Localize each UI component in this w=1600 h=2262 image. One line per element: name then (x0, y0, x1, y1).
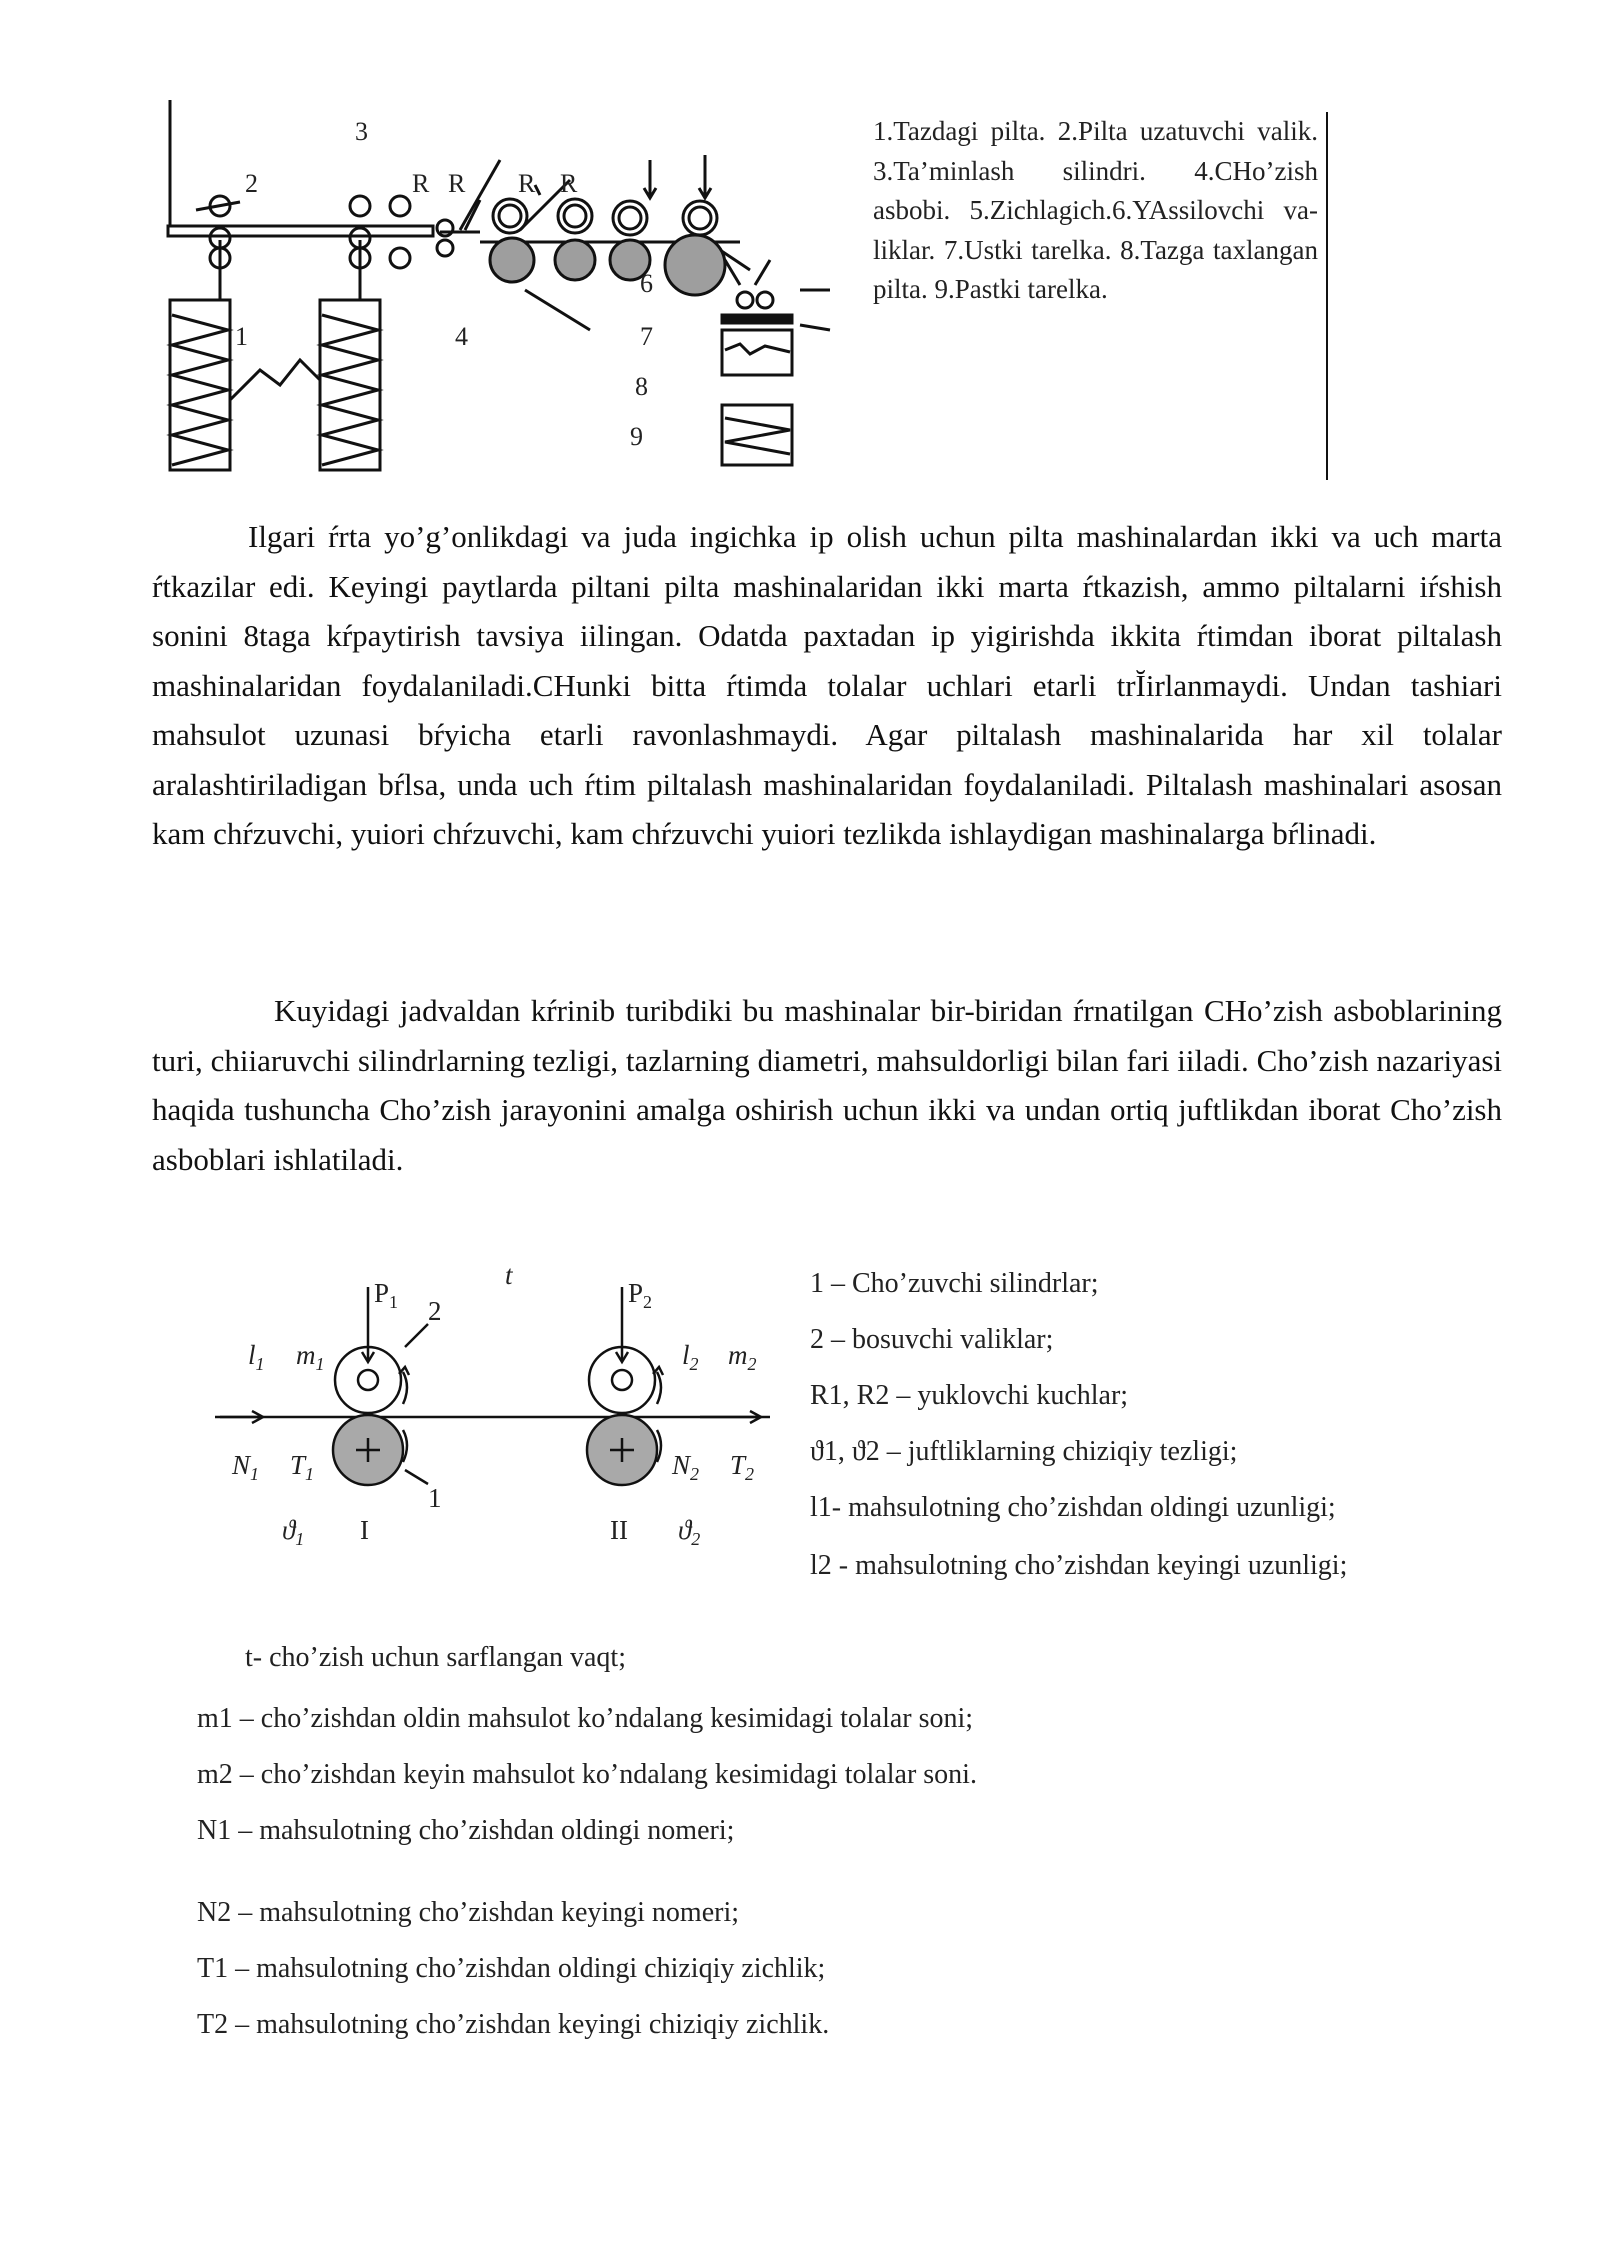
label-v2: ϑ (678, 1515, 692, 1545)
fig1-num-7: 7 (640, 322, 653, 351)
svg-text:ϑ1 (282, 1515, 304, 1549)
svg-text:P2 (628, 1278, 652, 1312)
legend-item: m2 – cho’zishdan keyin mahsulot ko’ndalang kesimidagi tolalar soni. (197, 1759, 977, 1790)
fig1-num-2: 2 (245, 169, 258, 198)
svg-text:P1 (374, 1278, 398, 1312)
caption-divider (1326, 112, 1328, 480)
label-P1: P (374, 1278, 390, 1308)
label-2: 2 (428, 1296, 442, 1326)
fig1-r-label-4: R (560, 169, 578, 198)
legend-bottom (197, 1700, 1297, 2062)
fig2-time-caption: t- cho’zish uchun sarflangan vaqt; (245, 1642, 626, 1673)
label-N1: N (232, 1450, 251, 1480)
body-paragraph-1: Ilgari ŕrta yo’g’onlikdagi va juda ingichka ip olish uchun pilta mashinalardan ikki va uch marta ŕtkazilar edi. Keyingi paytlarda piltani pilta mashinalaridan ikki marta ŕtkazish, ammo piltalarni iŕshish sonini 8taga kŕpaytirish tavsiya iilingan. Odatda paxtadan ip yigirishda ikkita ŕtimdan iborat piltalash mashinalaridan foydalaniladi.CHunki bitta ŕtimda tolalar uchlari etarli trĬirlanmaydi. Undan tashiari mahsulot uzunasi bŕyicha etarli ravonlashmaydi. Agar piltalash mashinalarida har xil tolalar aralashtiriladigan bŕlsa, unda uch ŕtim piltalash mashinalaridan foydalaniladi. Piltalash mashinalari asosan kam chŕzuvchi, yuiori chŕzuvchi, kam chŕzuvchi yuiori tezlikda ishlaydigan mashinalarga bŕlinadi. (152, 519, 1502, 851)
svg-text:T2 (730, 1450, 754, 1484)
label-l2-sub: 2 (689, 1354, 699, 1374)
body-paragraph-2: Kuyidagi jadvaldan kŕrinib turibdiki bu mashinalar bir-biridan ŕrnatilgan CHo’zish asboblarining turi, chiiaruvchi silindrlarning tezligi, tazlarning diametri, mahsuldorligi bilan fari iiladi. Cho’zish nazariyasi haqida tushuncha Cho’zish jarayonini amalga oshirish uchun ikki va undan ortiq juftlikdan iborat Cho’zish asboblari ishlatiladi. (152, 993, 1502, 1177)
fig1-num-4: 4 (455, 322, 468, 351)
label-T1-sub: 1 (305, 1464, 315, 1484)
legend-item: l1- mahsulotning cho’zishdan oldingi uzunligi; (810, 1492, 1336, 1523)
label-v1: ϑ (282, 1515, 296, 1545)
svg-text:m1 (296, 1340, 325, 1374)
label-N1-sub: 1 (250, 1464, 260, 1484)
label-pair-II: II (610, 1515, 628, 1545)
label-N2: N (672, 1450, 691, 1480)
svg-text:ϑ2 (678, 1515, 700, 1549)
label-l1-sub: 1 (255, 1354, 265, 1374)
label-m2-sub: 2 (747, 1354, 757, 1374)
label-v1-sub: 1 (295, 1529, 305, 1549)
drafting-diagram (200, 1262, 780, 1592)
label-P1-sub: 1 (389, 1292, 399, 1312)
fig1-num-1: 1 (235, 322, 248, 351)
legend-item: T2 – mahsulotning cho’zishdan keyingi chiziqiy zichlik. (197, 2009, 830, 2040)
legend-item: R1, R2 – yuklovchi kuchlar; (810, 1380, 1129, 1411)
legend-item: 1 – Cho’zuvchi silindrlar; (810, 1268, 1099, 1299)
fig1-num-9: 9 (630, 422, 643, 451)
label-t: t (505, 1262, 513, 1290)
legend-spacer (197, 1868, 1297, 1894)
fig1-num-3b: 3 (355, 117, 368, 146)
machine-schematic-figure (150, 100, 850, 480)
svg-text:T1 (290, 1450, 314, 1484)
label-1: 1 (428, 1483, 442, 1513)
svg-text:m2 (728, 1340, 757, 1374)
label-m2: m (728, 1340, 748, 1370)
label-T2-sub: 2 (745, 1464, 755, 1484)
svg-text:l1 (248, 1340, 265, 1374)
fig1-caption: 1.Tazdagi pilta. 2.Pilta uzatuvchi valik. 3.Ta’minlash silindri. 4.CHo’zish asbobi. 5.Zichlagich.6.YAssilovchi va-liklar. 7.Ustki tarelka. 8.Tazga taxlangan pilta. 9.Pastki tarelka. (873, 116, 1318, 304)
legend-item: T1 – mahsulotning cho’zishdan oldingi chiziqiy zichlik; (197, 1953, 826, 1984)
svg-text:N1 (231, 1450, 259, 1484)
legend-item: m1 – cho’zishdan oldin mahsulot ko’ndalang kesimidagi tolalar soni; (197, 1703, 974, 1734)
label-m1: m (296, 1340, 316, 1370)
label-P2-sub: 2 (643, 1292, 653, 1312)
label-l2: l (682, 1340, 690, 1370)
legend-item: N1 – mahsulotning cho’zishdan oldingi nomeri; (197, 1815, 735, 1846)
fig1-r-label-1: R (412, 169, 430, 198)
legend-item: 2 – bosuvchi valiklar; (810, 1324, 1054, 1355)
label-T1: T (290, 1450, 306, 1480)
fig1-num-6: 6 (640, 269, 653, 298)
legend-item: N2 – mahsulotning cho’zishdan keyingi nomeri; (197, 1897, 740, 1928)
fig1-num-8: 8 (635, 372, 648, 401)
label-P2: P (628, 1278, 644, 1308)
legend-item: ϑ1, ϑ2 – juftliklarning chiziqiy tezligi; (810, 1436, 1238, 1467)
label-v2-sub: 2 (691, 1529, 701, 1549)
label-N2-sub: 2 (690, 1464, 700, 1484)
legend-right (810, 1265, 1370, 1605)
label-T2: T (730, 1450, 746, 1480)
fig1-r-label-2: R (448, 169, 466, 198)
label-m1-sub: 1 (315, 1354, 325, 1374)
label-l1: l (248, 1340, 256, 1370)
svg-text:N2 (671, 1450, 699, 1484)
fig1-r-label-3: R (518, 169, 536, 198)
label-pair-I: I (360, 1515, 369, 1545)
legend-item: l2 - mahsulotning cho’zishdan keyingi uzunligi; (810, 1550, 1348, 1581)
svg-text:l2 (682, 1340, 699, 1374)
